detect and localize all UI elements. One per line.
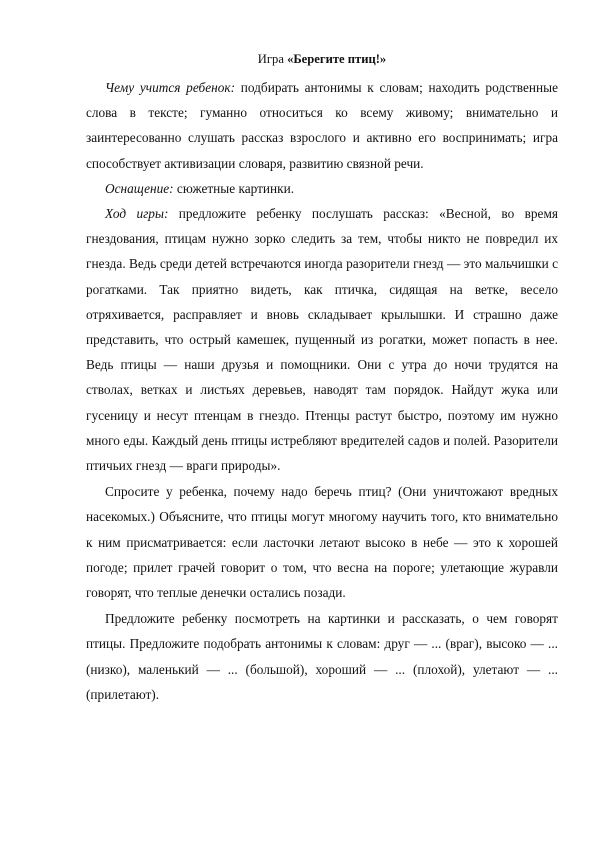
paragraph-antonyms-task: Предложите ребенку посмотреть на картинки и рассказать, о чем говорят птицы. Предложите подобрать антонимы к словам: друг — ... (враг), высоко — ... (низко), маленький — ... (большой), хороший — ... (плохой), улетают — ... (прилетают). [86, 611, 558, 702]
game-title [86, 50, 558, 68]
label-game-procedure: Ход игры: [105, 206, 169, 222]
label-equipment: Оснащение: [105, 180, 174, 196]
text-game-procedure: предложите ребенку послушать рассказ: «Весной, во время гнездования, птицам нужно зорко следить за тем, чтобы никто не повредил их гнезда. Ведь среди детей встречаются иногда разорители гнезд — это мальчишки с рогатками. Так приятно видеть, как птичка, сидящая на ветке, весело отряхивается, расправляет и вновь складывает крылышки. И страшно даже представить, что острый камешек, пущенный из рогатки, может попасть в нее. Ведь птицы — наши друзья и помощники. Они с утра до ночи трудятся на стволах, ветках и листьях деревьев, наводят там порядок. Найдут жука или гусеницу и несут птенцам в гнездо. Птенцы растут быстро, поэтому им нужно много еды. Каждый день птицы истребляют вредителей садов и полей. Разорители птичьих гнезд — враги природы». [86, 206, 558, 474]
text-equipment: сюжетные картинки. [173, 180, 295, 196]
paragraph-ask-child: Спросите у ребенка, почему надо беречь птиц? (Они уничтожают вредных насекомых.) Объясните, что птицы могут многому научить того, кто внимательно к ним присматривается: если ласточки летают высоко в небе — это к хорошей погоде; прилет грачей говорит о том, что весна на пороге; улетающие журавли говорят, что теплые денечки остались позади. [86, 484, 558, 601]
paragraph-equipment [86, 176, 558, 201]
label-learning-goals: Чему учится ребенок: [105, 80, 236, 95]
title-prefix: Игра [257, 52, 288, 66]
text-learning-goals: подбирать антонимы к словам; находить родственные слова в тексте; гуманно относиться ко всему живому; внимательно и заинтересованно слушать рассказ взрослого и активно его воспринимать; игра способствует активизации словаря, развитию связной речи. [86, 80, 558, 171]
document-page [86, 50, 558, 707]
paragraph-game-procedure [86, 201, 558, 478]
paragraph-learning-goals [86, 75, 558, 176]
title-name: «Берегите птиц!» [287, 52, 387, 66]
